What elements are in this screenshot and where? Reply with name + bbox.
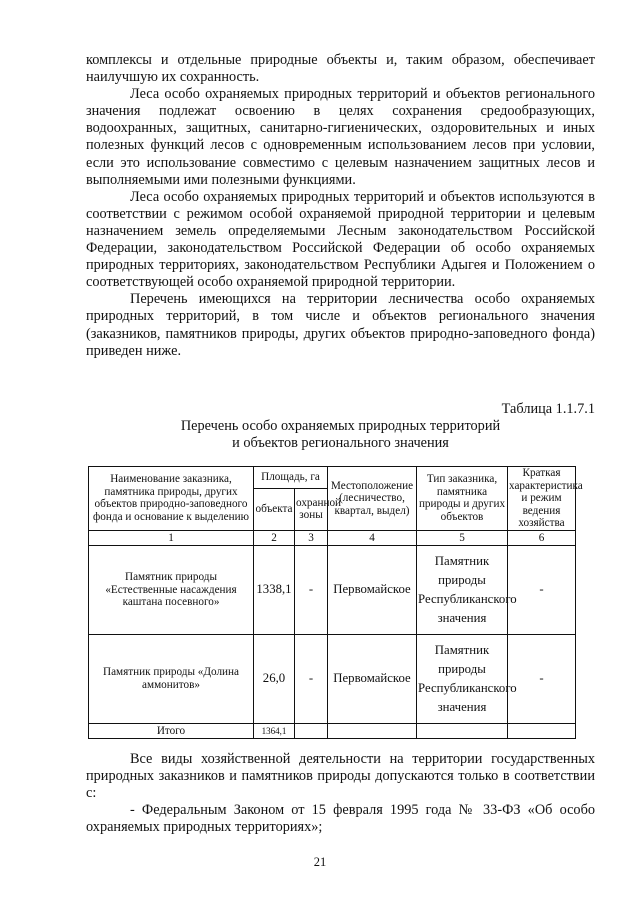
paragraph: Перечень имеющихся на территории лесничества особо охраняемых природных территорий, в том числе и объектов регионального значения (заказников, памятников природы, других объектов природно-заповедного фонда) приведен ниже. <box>86 291 595 359</box>
table-title-line: Перечень особо охраняемых природных территорий <box>180 418 501 434</box>
table-label: Таблица 1.1.7.1 <box>501 401 595 417</box>
column-number: 4 <box>328 530 417 545</box>
table-title <box>86 418 595 452</box>
cell-type: Памятник природы Республиканского значения <box>417 634 508 723</box>
total-empty-cell <box>295 723 328 738</box>
protected-areas-table <box>88 466 583 739</box>
header-name: Наименование заказника, памятника природы, других объектов природно-заповедного фонда и основание к выделению <box>89 467 254 531</box>
cell-type: Памятник природы Республиканского значения <box>417 545 508 634</box>
cell-regime: - <box>508 545 576 634</box>
total-value: 1364,1 <box>254 723 295 738</box>
header-location: Местоположение (лесничество, квартал, выдел) <box>328 467 417 531</box>
cell-name: Памятник природы «Долина аммонитов» <box>89 634 254 723</box>
header-area: Площадь, га <box>254 467 328 489</box>
body-text-top <box>86 52 595 360</box>
column-number-row <box>89 530 576 545</box>
paragraph: Леса особо охраняемых природных территорий и объектов регионального значения подлежат освоению в целях сохранения средообразующих, водоохранных, защитных, санитарно-гигиенических, оздоровительных и иных полезных функций лесов с одновременным использованием лесов при условии, если это использование совместимо с целевым назначением защитных лесов и выполняемыми ими полезными функциями. <box>86 86 595 188</box>
paragraph: Леса особо охраняемых природных территорий и объектов используются в соответствии с режимом особой охраняемой природной территории и целевым назначением земель определяемыми Лесным законодательством Российской Федерации, законодательством Российской Федерации об особо охраняемых природных территориях, законодательством Республики Адыгея и Положением о соответствующей особо охраняемой природной территории. <box>86 188 595 291</box>
paragraph: Все виды хозяйственной деятельности на территории государственных природных заказников и памятников природы допускаются только в соответствии с: <box>86 751 595 802</box>
cell-area-object: 1338,1 <box>254 545 295 634</box>
total-label: Итого <box>89 723 254 738</box>
paragraph: - Федеральным Законом от 15 февраля 1995 года № 33-ФЗ «Об особо охраняемых природных территориях»; <box>86 802 595 836</box>
table-total-row <box>89 723 576 738</box>
column-number: 2 <box>254 530 295 545</box>
header-area-zone: охранной зоны <box>295 488 328 530</box>
cell-area-zone: - <box>295 634 328 723</box>
paragraph: комплексы и отдельные природные объекты и, таким образом, обеспечивает наилучшую их сохранность. <box>86 52 595 86</box>
body-text-bottom <box>86 751 595 836</box>
column-number: 5 <box>417 530 508 545</box>
total-empty-cell <box>508 723 576 738</box>
table-row <box>89 545 576 634</box>
cell-location: Первомайское <box>328 634 417 723</box>
column-number: 3 <box>295 530 328 545</box>
total-empty-cell <box>417 723 508 738</box>
header-area-object: объекта <box>254 488 295 530</box>
column-number: 1 <box>89 530 254 545</box>
cell-area-object: 26,0 <box>254 634 295 723</box>
cell-regime: - <box>508 634 576 723</box>
table-row <box>89 634 576 723</box>
page-number: 21 <box>313 855 327 869</box>
header-type: Тип заказника, памятника природы и других объектов <box>417 467 508 531</box>
cell-area-zone: - <box>295 545 328 634</box>
cell-location: Первомайское <box>328 545 417 634</box>
cell-name: Памятник природы «Естественные насаждения каштана посевного» <box>89 545 254 634</box>
header-regime: Краткая характеристика и режим ведения хозяйства <box>509 467 583 530</box>
table-title-line: и объектов регионального значения <box>232 435 449 451</box>
total-empty-cell <box>328 723 417 738</box>
table-header-row <box>89 467 576 489</box>
column-number: 6 <box>508 530 576 545</box>
